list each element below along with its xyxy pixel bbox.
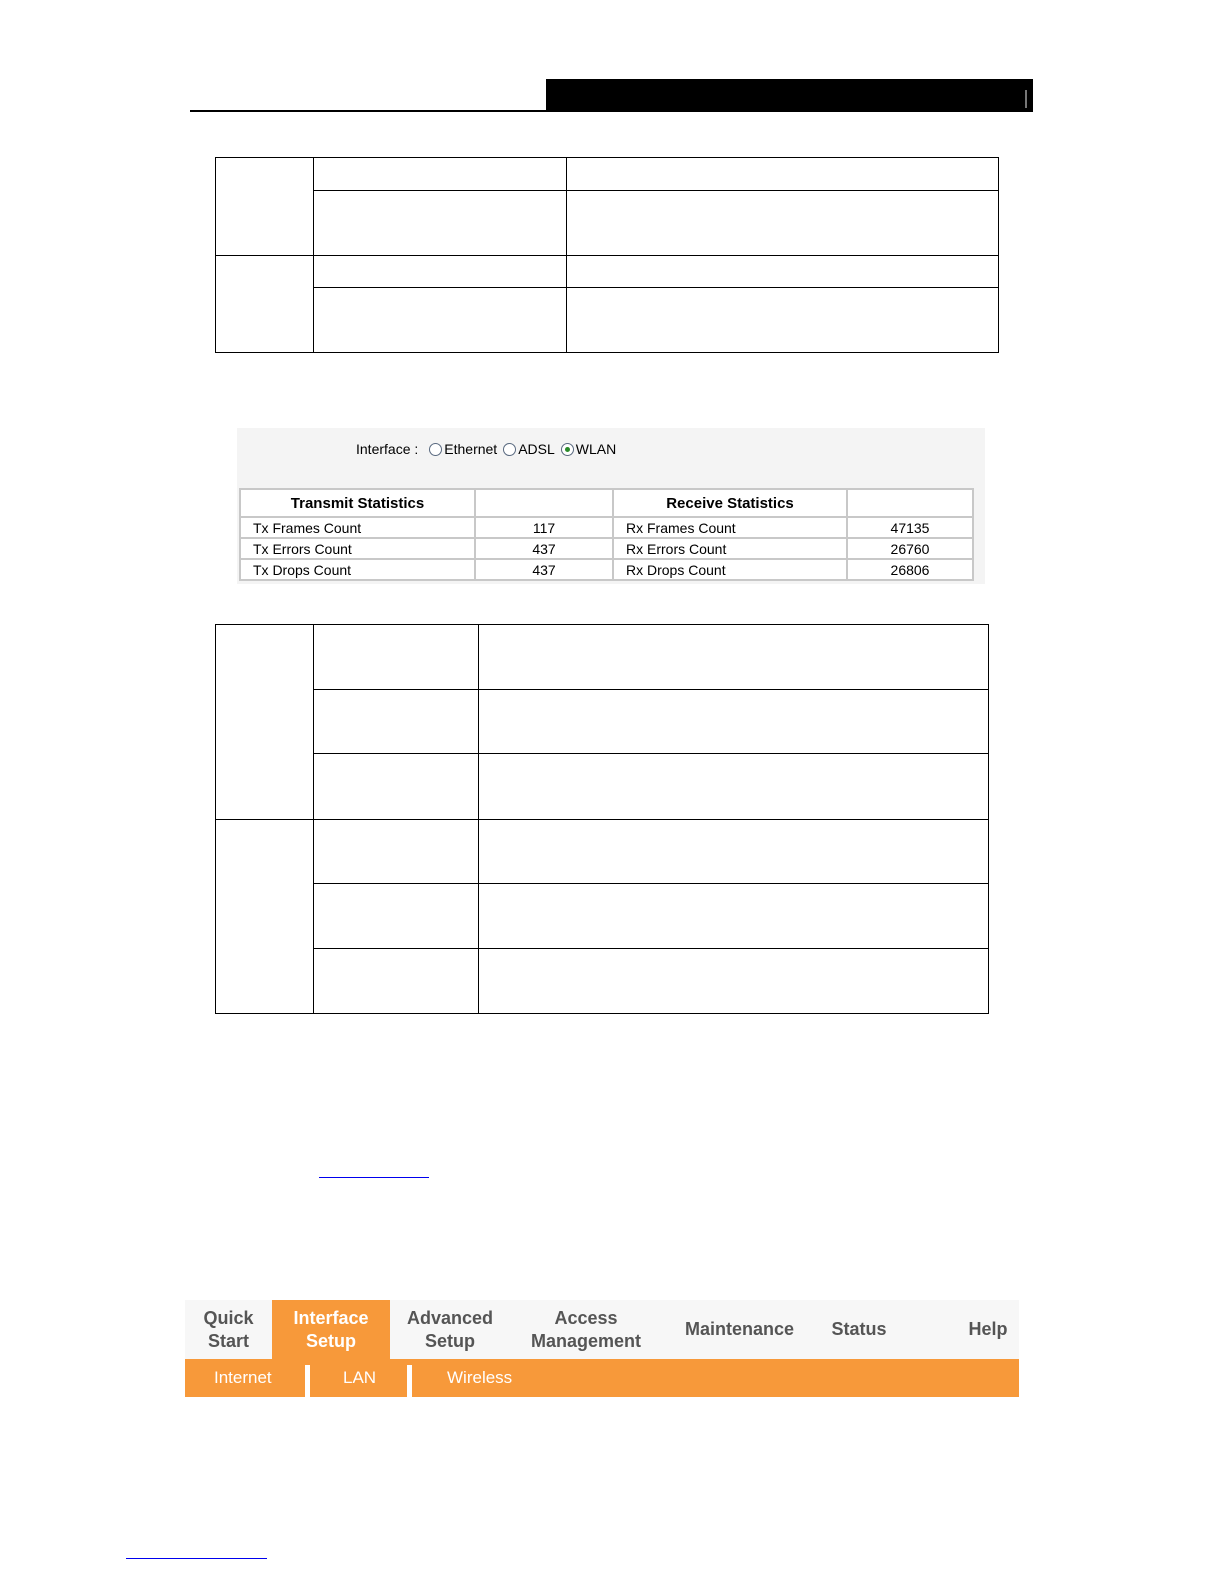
table-cell [567,158,999,191]
tx-value: 117 [475,517,613,538]
radio-ethernet-label: Ethernet [444,441,498,457]
rx-label: Rx Frames Count [613,517,847,538]
table-cell [314,191,567,256]
header-bar [546,79,1033,112]
tab-label: Management [530,1330,642,1351]
rx-value: 26806 [847,559,973,580]
subtab-lan[interactable] [343,1359,376,1397]
router-nav-screenshot [185,1300,1019,1397]
table-cell [216,158,314,256]
radio-unchecked-icon[interactable] [429,443,442,456]
table-cell [314,256,567,288]
tab-help[interactable] [945,1300,1031,1359]
tab-maintenance[interactable] [662,1300,817,1359]
radio-adsl[interactable] [503,441,555,457]
table-row [240,559,973,580]
table-cell [479,884,989,949]
radio-checked-icon[interactable] [561,443,574,456]
tx-value: 437 [475,538,613,559]
tab-status[interactable] [817,1300,901,1359]
subtab-label: LAN [343,1368,377,1387]
tab-access-management[interactable] [510,1300,662,1359]
tab-label: Help [968,1319,1008,1339]
table-cell [479,949,989,1014]
tab-label: Access [554,1307,618,1328]
table-cell [479,625,989,690]
tx-value: 437 [475,559,613,580]
table-cell [314,884,479,949]
receive-value-header [847,489,973,517]
interface-selector [356,441,616,457]
subtab-internet[interactable] [214,1359,272,1397]
radio-ethernet[interactable] [429,441,497,457]
hyperlink[interactable] [319,1177,429,1178]
table-cell [314,690,479,754]
interface-label: Interface : [356,441,419,457]
table-cell [314,158,567,191]
tx-label: Tx Drops Count [240,559,475,580]
sub-nav-bar [185,1359,1019,1397]
table-cell [479,754,989,820]
tab-label: Maintenance [684,1319,795,1339]
table-cell [216,256,314,353]
tab-interface-setup[interactable] [272,1300,390,1359]
table-cell [479,690,989,754]
tab-label: Advanced [406,1307,494,1328]
receive-statistics-header: Receive Statistics [613,489,847,517]
subtab-label: Wireless [447,1368,513,1387]
subtab-label: Internet [214,1368,272,1387]
subtab-wireless[interactable] [447,1359,512,1397]
tx-label: Tx Errors Count [240,538,475,559]
table-row [240,538,973,559]
statistics-table [239,488,974,581]
rx-label: Rx Drops Count [613,559,847,580]
subtab-divider [305,1365,310,1397]
table-row [240,517,973,538]
table-cell [314,820,479,884]
table-cell [567,288,999,353]
tab-label: Setup [305,1330,356,1351]
header-bar-mark [1025,90,1027,108]
table-cell [216,820,314,1014]
table-cell [314,949,479,1014]
rx-value: 47135 [847,517,973,538]
footer-hyperlink[interactable] [126,1558,267,1559]
transmit-statistics-header: Transmit Statistics [240,489,475,517]
tab-label: Status [831,1319,887,1339]
rx-value: 26760 [847,538,973,559]
table-cell [216,625,314,820]
table-cell [314,625,479,690]
top-table [215,157,999,353]
radio-wlan[interactable] [561,441,616,457]
radio-wlan-label: WLAN [575,441,617,457]
radio-unchecked-icon[interactable] [503,443,516,456]
table-cell [314,288,567,353]
tx-label: Tx Frames Count [240,517,475,538]
table-cell [479,820,989,884]
subtab-divider [407,1365,412,1397]
table-cell [567,256,999,288]
tab-advanced-setup[interactable] [390,1300,510,1359]
tab-label: Quick [203,1307,254,1328]
tab-label: Setup [424,1330,475,1351]
tab-label: Start [207,1330,249,1351]
radio-adsl-label: ADSL [518,441,555,457]
tab-quick-start[interactable] [185,1300,272,1359]
rx-label: Rx Errors Count [613,538,847,559]
table-cell [314,754,479,820]
tab-label: Interface [293,1307,369,1328]
transmit-value-header [475,489,613,517]
table-cell [567,191,999,256]
bottom-table [215,624,989,1014]
